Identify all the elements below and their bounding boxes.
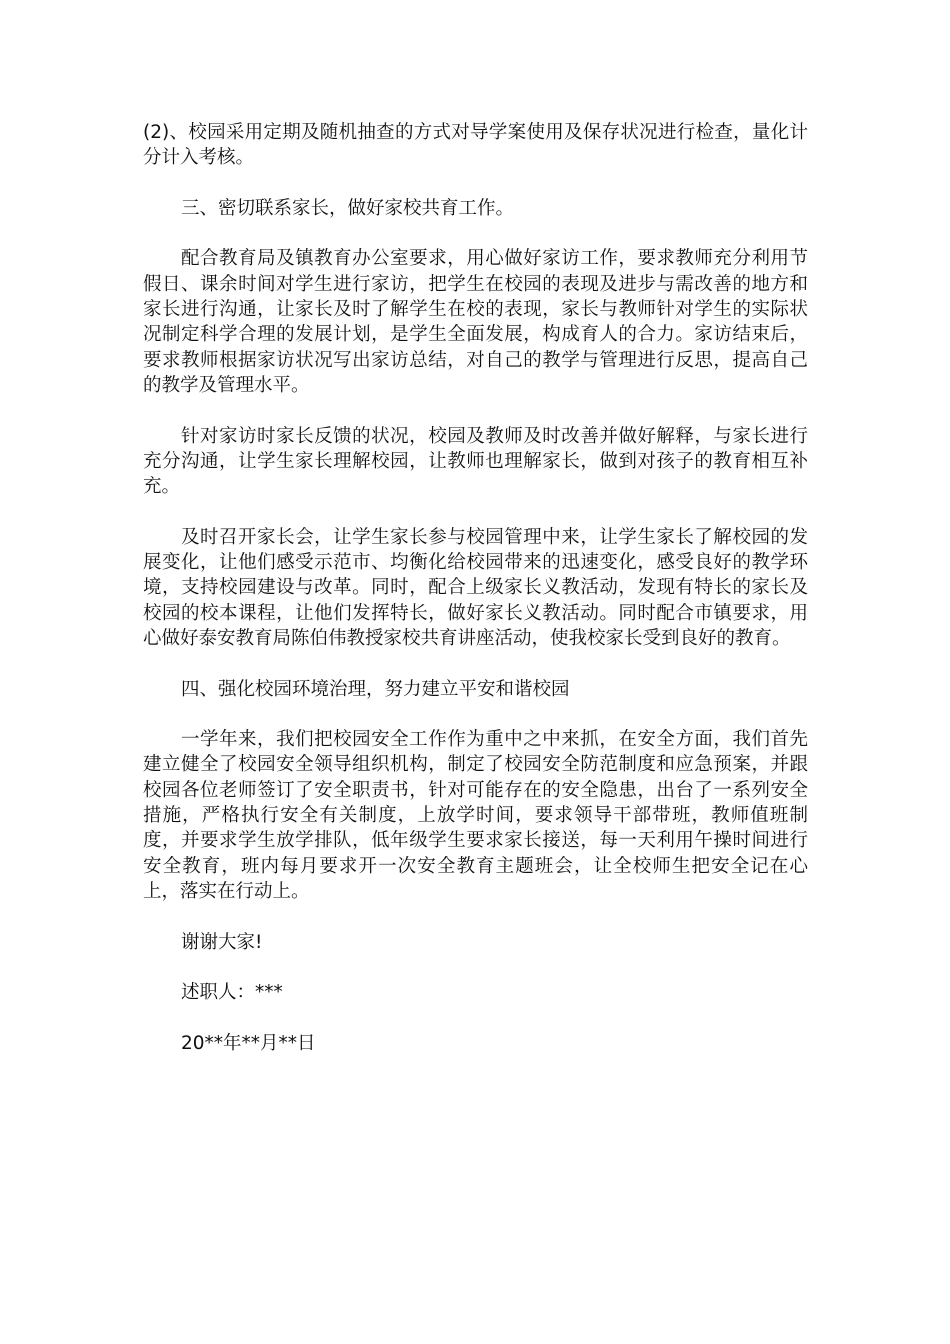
document-body xyxy=(143,120,808,1081)
paragraph-campus-safety: 一学年来，我们把校园安全工作作为重中之中来抓，在安全方面，我们首先建立健全了校园安全领导组织机构，制定了校园安全防范制度和应急预案，并跟校园各位老师签订了安全职责书，针对可能存在的安全隐患，出台了一系列安全措施，严格执行安全有关制度，上放学时间，要求领导干部带班，教师值班制度，并要求学生放学排队，低年级学生要求家长接送，每一天利用午操时间进行安全教育，班内每月要求开一次安全教育主题班会，让全校师生把安全记在心上，落实在行动上。 xyxy=(143,729,808,902)
date-line: 20**年**月**日 xyxy=(181,1032,316,1054)
paragraph-checking-rule: (2)、校园采用定期及随机抽查的方式对导学案使用及保存状况进行检查，量化计分计入考核。 xyxy=(143,122,808,169)
heading-section-three: 三、密切联系家长，做好家校共育工作。 xyxy=(181,197,515,219)
heading-section-four: 四、强化校园环境治理，努力建立平安和谐校园 xyxy=(181,678,570,700)
paragraph-parent-feedback: 针对家访时家长反馈的状况，校园及教师及时改善并做好解释，与家长进行充分沟通，让学生家长理解校园，让教师也理解家长，做到对孩子的教育相互补充。 xyxy=(143,425,808,498)
paragraph-parent-meetings: 及时召开家长会，让学生家长参与校园管理中来，让学生家长了解校园的发展变化，让他们感受示范市、均衡化给校园带来的迅速变化，感受良好的教学环境，支持校园建设与改革。同时，配合上级家长义教活动，发现有特长的家长及校园的校本课程，让他们发挥特长，做好家长义教活动。同时配合市镇要求，用心做好泰安教育局陈伯伟教授家校共育讲座活动，使我校家长受到良好的教育。 xyxy=(143,526,808,649)
paragraph-home-visits: 配合教育局及镇教育办公室要求，用心做好家访工作，要求教师充分利用节假日、课余时间对学生进行家访，把学生在校园的表现及进步与需改善的地方和家长进行沟通，让家长及时了解学生在校的表现，家长与教师针对学生的实际状况制定科学合理的发展计划，是学生全面发展，构成育人的合力。家访结束后，要求教师根据家访状况写出家访总结，对自己的教学与管理进行反思，提高自己的教学及管理水平。 xyxy=(143,248,808,396)
signature-line: 述职人：*** xyxy=(181,982,283,1004)
closing-thanks: 谢谢大家! xyxy=(181,931,263,953)
